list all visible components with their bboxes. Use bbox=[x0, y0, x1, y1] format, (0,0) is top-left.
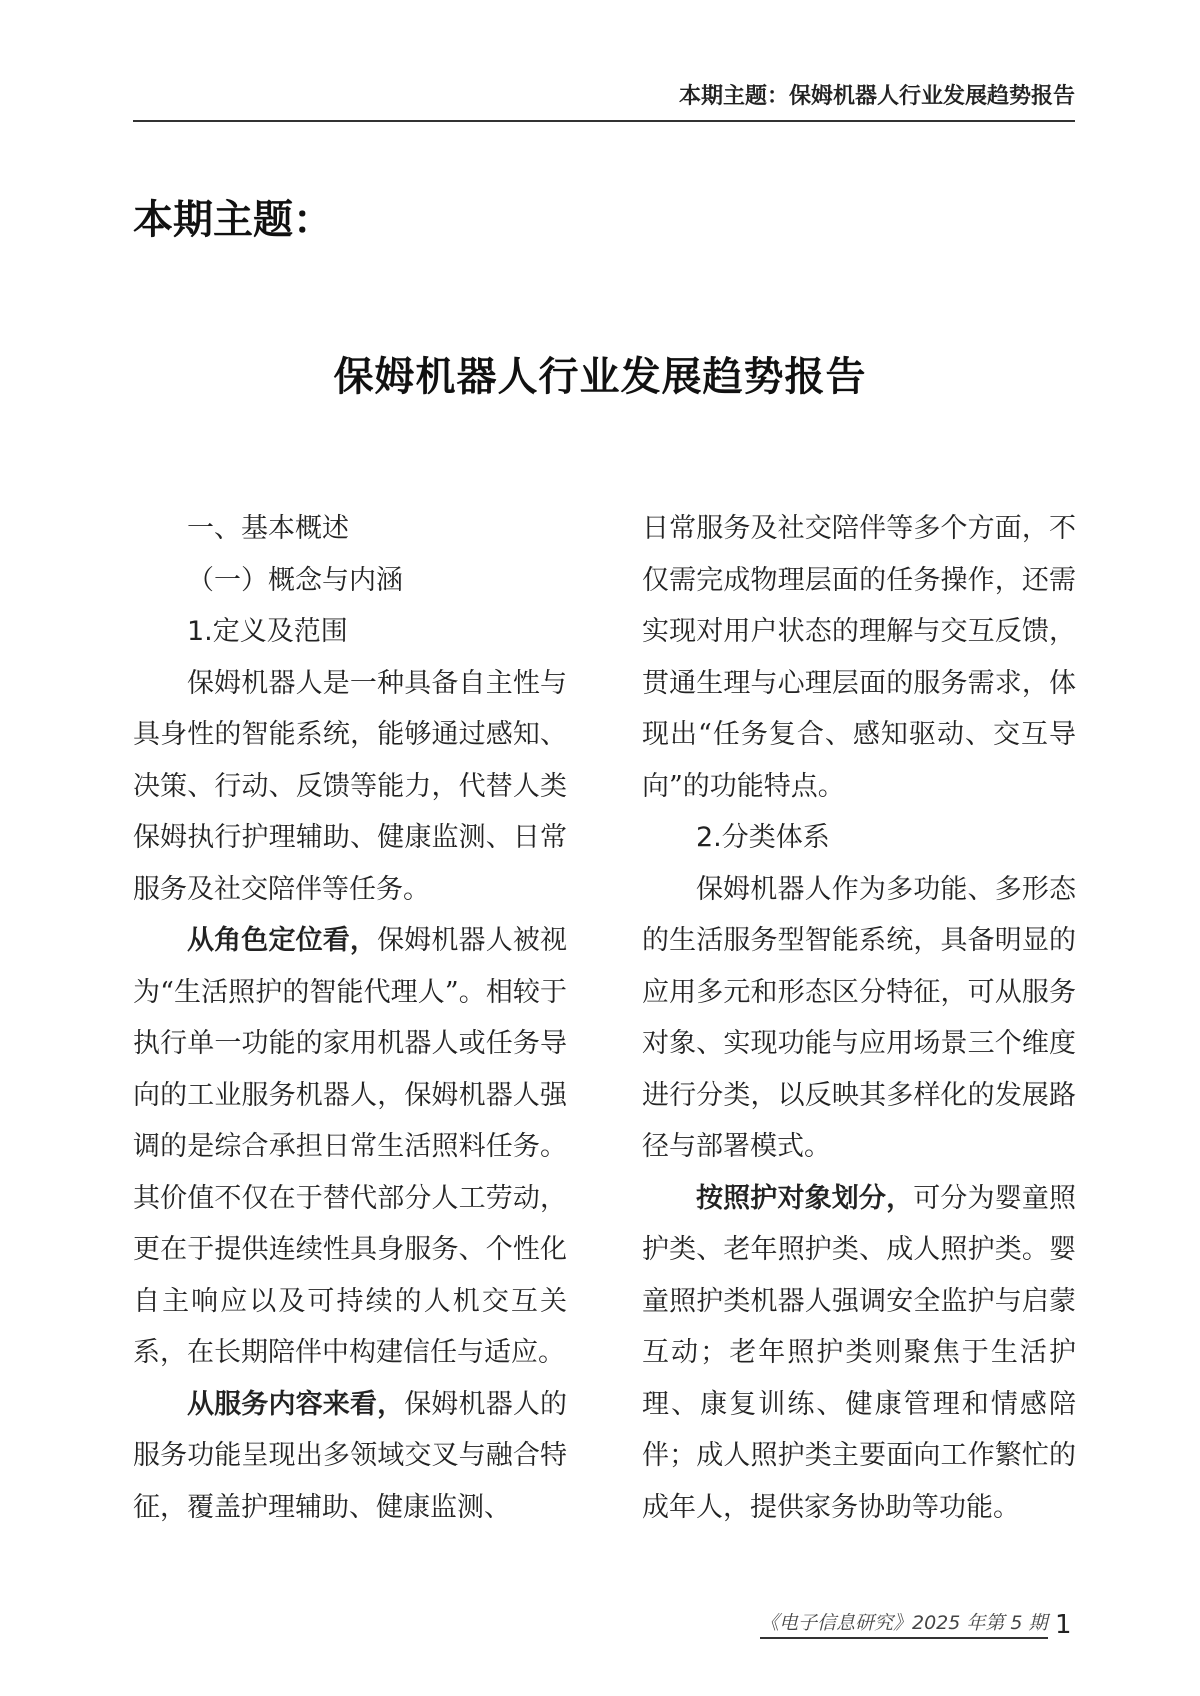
paragraph-lead: 从服务内容来看， bbox=[187, 1388, 405, 1420]
paragraph-continuation: 日常服务及社交陪伴等多个方面，不仅需完成物理层面的任务操作，还需实现对用户状态的理解与交互反馈，贯通生理与心理层面的服务需求，体现出“任务复合、感知驱动、交互导向”的功能特点。 bbox=[642, 513, 1076, 802]
page-number: 1 bbox=[1055, 1610, 1072, 1640]
heading-level3: 2.分类体系 bbox=[696, 822, 830, 853]
paragraph-body: 保姆机器人被视为“生活照护的智能代理人”。相较于执行单一功能的家用机器人或任务导向的工业服务机器人，保姆机器人强调的是综合承担日常生活照料任务。其价值不仅在于替代部分人工劳动，更在于提供连续性具身服务、个性化自主响应以及可持续的人机交互关系，在长期陪伴中构建信任与适应。 bbox=[133, 925, 568, 1368]
paragraph-body: 保姆机器人的服务功能呈现出多领域交叉与融合特征，覆盖护理辅助、健康监测、 bbox=[133, 1388, 568, 1523]
section-label: 本期主题： bbox=[133, 197, 333, 243]
article-title: 保姆机器人行业发展趋势报告 bbox=[333, 353, 867, 400]
heading-level3: 1.定义及范围 bbox=[187, 616, 348, 647]
heading-level2: （一）概念与内涵 bbox=[187, 564, 403, 596]
paragraph: 保姆机器人是一种具备自主性与具身性的智能系统，能够通过感知、决策、行动、反馈等能力，代替人类保姆执行护理辅助、健康监测、日常服务及社交陪伴等任务。 bbox=[133, 667, 567, 905]
paragraph: 保姆机器人作为多功能、多形态的生活服务型智能系统，具备明显的应用多元和形态区分特征，可从服务对象、实现功能与应用场景三个维度进行分类，以反映其多样化的发展路径与部署模式。 bbox=[642, 873, 1076, 1162]
paragraph-lead: 从角色定位看， bbox=[187, 925, 378, 956]
paragraph-lead: 按照护对象划分， bbox=[696, 1182, 914, 1214]
paragraph bbox=[642, 1173, 1076, 1534]
paragraph bbox=[133, 915, 567, 1379]
running-header: 本期主题：保姆机器人行业发展趋势报告 bbox=[133, 82, 1075, 122]
heading-level1: 一、基本概述 bbox=[187, 513, 349, 544]
journal-footer: 《电子信息研究》2025 年第 5 期 bbox=[760, 1608, 1048, 1639]
right-column bbox=[642, 503, 1076, 1533]
paragraph-body: 可分为婴童照护类、老年照护类、成人照护类。婴童照护类机器人强调安全监护与启蒙互动；老年照护类则聚焦于生活护理、康复训练、健康管理和情感陪伴；成人照护类主要面向工作繁忙的成年人，提供家务协助等功能。 bbox=[642, 1182, 1077, 1523]
paragraph bbox=[133, 1379, 567, 1534]
left-column bbox=[133, 503, 567, 1533]
